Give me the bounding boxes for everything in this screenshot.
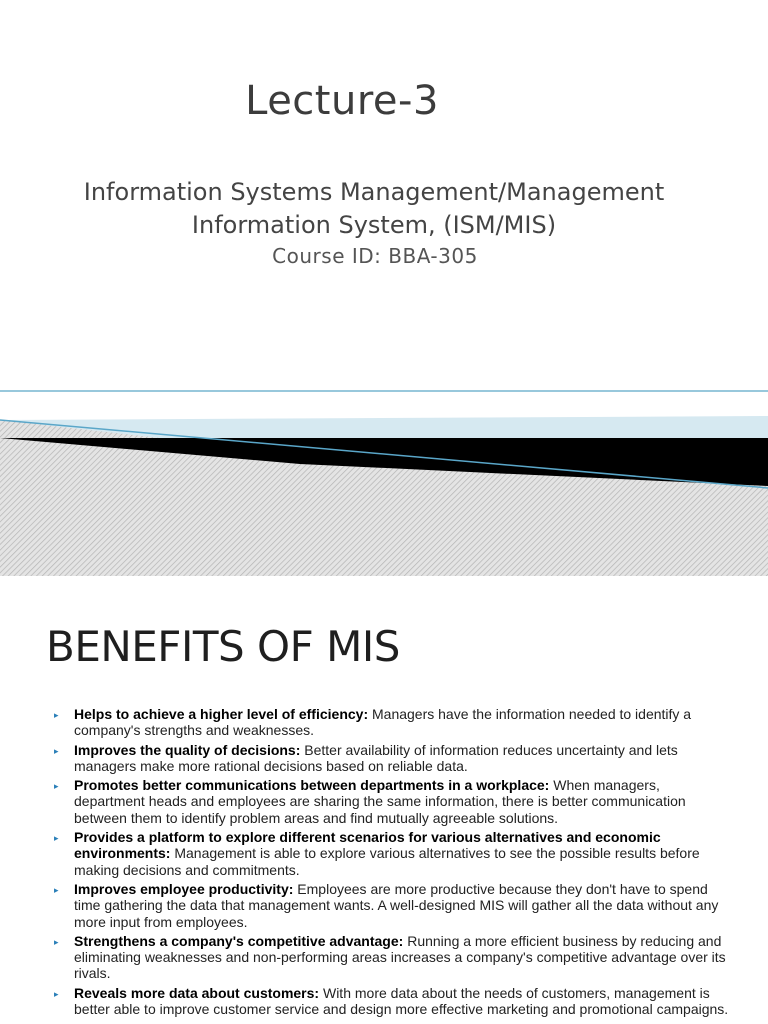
- list-item: [52, 985, 732, 1018]
- bullet-text: Managers have the information needed to identify a company's strengths and weaknesses.: [74, 706, 692, 739]
- bullet-text: With more data about the needs of customers, management is better able to improve customer service and design more effective marketing and promotional campaigns.: [74, 984, 729, 1018]
- triangle-right-icon: ▸: [54, 710, 59, 720]
- bullet-lead: Improves the quality of decisions:: [74, 741, 301, 758]
- benefits-list: [52, 706, 732, 1020]
- list-item: [52, 881, 732, 930]
- bullet-lead: Promotes better communications between departments in a workplace:: [74, 777, 550, 794]
- benefits-slide: [0, 588, 768, 1024]
- triangle-right-icon: ▸: [54, 781, 59, 792]
- decorative-band: [0, 380, 768, 576]
- bullet-text: Management is able to explore various alternatives to see the possible results before making decisions and commitments.: [74, 845, 700, 878]
- triangle-right-icon: ▸: [54, 988, 59, 999]
- bullet-lead: Strengthens a company's competitive advantage:: [74, 932, 404, 949]
- slide-title: Lecture-3: [245, 78, 439, 124]
- bullet-text: Better availability of information reduces uncertainty and lets managers make more rational decisions based on reliable data.: [74, 741, 678, 774]
- list-item: [52, 706, 732, 739]
- subtitle-line-1: Information Systems Management/Management: [83, 178, 665, 206]
- list-item: [52, 829, 732, 878]
- bullet-lead: Reveals more data about customers:: [74, 984, 320, 1001]
- bullet-text: Employees are more productive because they don't have to spend time gathering the data that management wants. A well-designed MIS will gather all the data without any more input from employees.: [74, 880, 719, 930]
- bullet-lead: Helps to achieve a higher level of efficiency:: [74, 706, 369, 722]
- triangle-right-icon: ▸: [54, 745, 59, 756]
- bullet-text: Running a more efficient business by reducing and eliminating weaknesses and non-performing areas increases a company's competitive advantage over its rivals.: [74, 932, 726, 982]
- list-item: [52, 742, 732, 775]
- triangle-right-icon: ▸: [54, 884, 59, 895]
- list-item: [52, 777, 732, 826]
- subtitle-line-2: Information System, (ISM/MIS): [191, 211, 557, 239]
- slide-subtitle: [20, 176, 728, 242]
- bullet-text: When managers, department heads and employees are sharing the same information, there is better communication between them to identify problem areas and find mutually agreeable solutions.: [74, 777, 686, 826]
- course-id: Course ID: BBA-305: [272, 244, 478, 268]
- bullet-lead: Improves employee productivity:: [74, 880, 294, 897]
- list-item: [52, 933, 732, 982]
- slide-title: BENEFITS OF MIS: [46, 622, 400, 671]
- bullet-lead: Provides a platform to explore different scenarios for various alternatives and economic environments:: [74, 829, 661, 862]
- triangle-right-icon: ▸: [54, 833, 59, 844]
- triangle-right-icon: ▸: [54, 936, 59, 947]
